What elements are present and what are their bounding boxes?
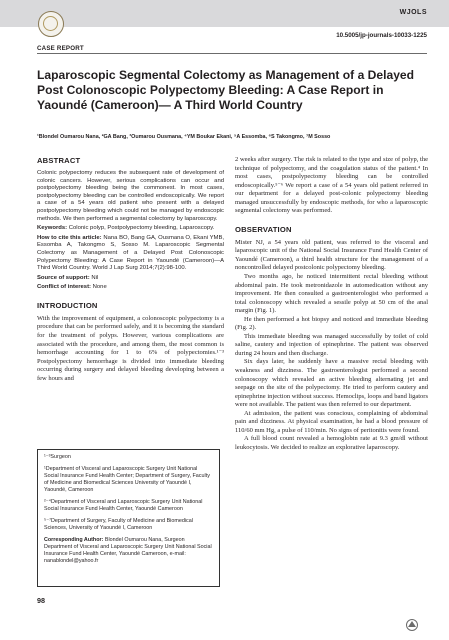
- citation-text: Nana BO, Bang GA, Ousmana O, Ekani YMB, Essomba A, Takongmo S, Sosso M. Laparoscopic Segmental Colectomy as Management of a Delayed Post Colonoscopic Polypectomy Bleeding: A Case Report in Yaoundé (Cameroon)—A Third World Country. World J Lap Surg 2014;7(2):98-100.: [37, 234, 225, 272]
- observation-heading: OBSERVATION: [235, 224, 292, 234]
- source-of-support: [37, 275, 224, 283]
- author-list: ¹Blondel Oumarou Nana, ²GA Bang, ³Oumarou Ousmana, ⁴YM Boukar Ekani, ⁵A Essomba, ⁶S Takongmo, ⁷M Sosso: [37, 134, 331, 140]
- publisher-ornament-icon: [403, 618, 421, 632]
- introduction-text: With the improvement of equipment, a colonoscopic polypectomy is a procedure that can be performed safely, and it is becoming the standard for the treatment of polyps. However, various complications are associated with the procedure, and among them, the most common is hemorrhage accounting for 1 to 6% of polypectomies.¹⁻³ Postpolypectomy hemorrhage is divided into immediate bleeding occurring during surgery and delayed bleeding developing between a few hours and: [37, 314, 224, 382]
- journal-name: WJOLS: [399, 9, 427, 16]
- observation-paragraph: Two months ago, he noticed intermittent rectal bleeding without abdominal pain. He took metronidazole in automedication without any improvement. He then consulted a gastroenterologist who performed a total colonoscopy which revealed a sessile polyp at 50 cm of the anal margin (Fig. 1).: [235, 273, 428, 315]
- document-type: CASE REPORT: [37, 45, 84, 52]
- source-value: Nil: [91, 274, 99, 281]
- corresponding-text: Blondel Oumarou Nana, Surgeon Department of Visceral and Laparoscopic Surgery Unit National Social Insurance Fund Health Center, Yaoundé Cameroon, e-mail: nanablondel@yahoo.fr: [44, 537, 212, 564]
- affiliations-box: [37, 449, 220, 587]
- journal-logo: [38, 11, 64, 37]
- doi[interactable]: 10.5005/jp-journals-10033-1225: [336, 32, 427, 39]
- introduction-heading: INTRODUCTION: [37, 300, 98, 310]
- affiliation-item: ²⁻⁴Department of Visceral and Laparoscopic Surgery Unit National Social Insurance Fund Health Center, Yaoundé Cameroon: [44, 499, 203, 512]
- citation-label: How to cite this article:: [37, 234, 102, 241]
- observation-paragraph: This immediate bleeding was managed successfully by toilet of cold saline, cautery and injection of epinephrine. The patient was observed during 24 hours and then discharge.: [235, 332, 428, 357]
- keywords-label: Keywords:: [37, 225, 68, 232]
- corresponding-author: [44, 537, 213, 565]
- observation-paragraph: He then performed a hot biopsy and noticed and immediate bleeding (Fig. 2).: [235, 315, 428, 332]
- affiliation-item: ⁵⁻⁷Department of Surgery, Faculty of Medicine and Biomedical Sciences, University of Yaoundé I, Cameroon: [44, 518, 193, 531]
- affiliation-item: ¹Department of Visceral and Laparoscopic Surgery Unit National Social Insurance Fund Health Center; Department of Surgery, Faculty of Medicine and Biomedical Sciences University of Yaoundé I, Yaoundé, Cameroon: [44, 466, 210, 493]
- conflict-of-interest: [37, 284, 224, 292]
- right-column: [235, 156, 428, 453]
- page-number: 98: [37, 596, 45, 605]
- coi-value: None: [92, 284, 107, 291]
- source-label: Source of support:: [37, 274, 90, 281]
- left-column: [37, 156, 224, 383]
- coi-label: Conflict of interest:: [37, 284, 91, 291]
- article-title: Laparoscopic Segmental Colectomy as Management of a Delayed Post Colonoscopic Polypectomy Bleeding: A Case Report in Yaoundé (Cameroon)— A Third World Country: [37, 68, 415, 112]
- observation-paragraph: A full blood count revealed a hemoglobin rate at 9.3 gm/dl without leukocytosis. We decided to realize an explorative laparoscopy.: [235, 435, 428, 451]
- corresponding-label: Corresponding Author:: [44, 537, 104, 543]
- affiliation-item: ¹⁻³Surgeon: [44, 454, 71, 460]
- header-divider: [37, 53, 427, 54]
- keywords: [37, 225, 224, 233]
- observation-paragraph: At admission, the patient was conscious, complaining of abdominal pain and dizziness. At physical examination, he had a blood pressure of 110/60 mm Hg, a pulse of 110/min. No signs of peritonitis were found.: [235, 409, 428, 434]
- observation-paragraph: Six days later, he suddenly have a massive rectal bleeding with weakness and dizziness. The gastroenterologist performed a second colonoscopy which revealed an active bleeding alternating jet and seepage on the site of the polypectomy. He tried to perform cautery and epinephrine injection without success. Hemoclips, loops and band ligators were not available. The patient was then referred to our department.: [235, 358, 428, 409]
- citation: [37, 235, 224, 273]
- header-bar: [0, 0, 449, 27]
- abstract-heading: ABSTRACT: [37, 156, 81, 165]
- observation-paragraph: Mister NJ, a 54 years old patient, was referred to the visceral and laparoscopic unit of the National Social Insurance Fund Health Center of Yaoundé (Cameroon), a third health structure for the management of a noncontrolled delayed postcolonic polypectomy bleeding.: [235, 238, 428, 272]
- introduction-continued: 2 weeks after surgery. The risk is related to the type and size of polyp, the technique of polypectomy, and the coagulation status of the patient.⁴ In most cases, postpolypectomy bleeding can be controlled endoscopically.⁵⁻⁶ We report a case of a 54 years old patient referred in our department for a delayed post-colonic polypectomy bleeding managed unsuccessfully by endoscopic methods, for who a laparoscopic segmental colectomy was performed.: [235, 156, 428, 215]
- keywords-text: Colonic polyp, Postpolypectomy bleeding, Laparoscopy.: [68, 225, 215, 232]
- abstract-text: Colonic polypectomy reduces the subsequent rate of development of colonic cancers. However, serious complications can occur and postpolypectomy bleeding being the commonest. In most cases, postpolypectomy bleeding can be controlled endoscopically. We report a case of a 54 years old patient who present with a delayed postpolypectomy bleeding which could not be managed by endoscopic methods. We then performed a segmental colectomy by laparoscopy.: [37, 170, 224, 222]
